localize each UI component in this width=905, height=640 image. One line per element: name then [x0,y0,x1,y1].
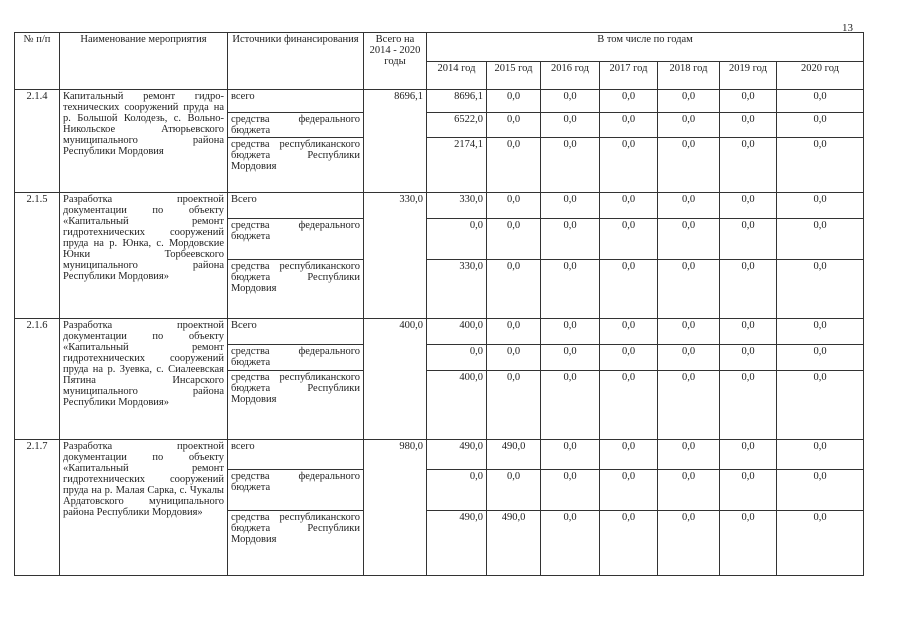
financing-table [14,32,864,576]
header-year: 2017 год [600,61,658,90]
year-value: 0,0 [541,113,600,138]
year-value: 0,0 [720,345,777,371]
year-value: 0,0 [777,345,864,371]
header-year: 2015 год [487,61,541,90]
year-value: 0,0 [720,440,777,470]
year-value: 0,0 [487,345,541,371]
funding-source: Всего [228,319,364,345]
year-value: 0,0 [541,319,600,345]
item-name: Разработка проектной документации по объекту «Капитальный ремонт гидротехнических сооружений пруда на р. Юнка, с. Мордовские Юнки Торбеевского муниципального района Республики Мордовия» [60,193,228,319]
year-value: 0,0 [600,219,658,260]
header-year: 2020 год [777,61,864,90]
year-value: 0,0 [777,440,864,470]
year-value: 490,0 [427,511,487,576]
year-value: 0,0 [541,371,600,440]
year-value: 0,0 [777,319,864,345]
year-value: 0,0 [777,219,864,260]
year-value: 0,0 [600,113,658,138]
year-value: 0,0 [600,90,658,113]
year-value: 0,0 [541,193,600,219]
year-value: 0,0 [658,440,720,470]
year-value: 0,0 [541,470,600,511]
year-value: 0,0 [427,219,487,260]
item-number: 2.1.7 [15,440,60,576]
header-years-group: В том числе по годам [427,33,864,62]
year-value: 0,0 [720,371,777,440]
table-row [15,440,864,470]
item-total: 400,0 [364,319,427,440]
year-value: 0,0 [541,138,600,193]
year-value: 0,0 [658,260,720,319]
year-value: 0,0 [777,193,864,219]
item-number: 2.1.5 [15,193,60,319]
year-value: 0,0 [487,138,541,193]
year-value: 0,0 [777,260,864,319]
year-value: 0,0 [720,138,777,193]
item-name: Разработка проектной документации по объекту «Капитальный ремонт гидротехнических сооружений пруда на р. Зуевка, с. Сиалеевская Пятина Инсарского муниципального района Республики Мордовия» [60,319,228,440]
header-name: Наименование мероприятия [60,33,228,90]
year-value: 0,0 [541,260,600,319]
item-number: 2.1.4 [15,90,60,193]
header-num: № п/п [15,33,60,90]
year-value: 0,0 [487,90,541,113]
header-row [15,33,864,62]
year-value: 6522,0 [427,113,487,138]
funding-source: средства республиканского бюджета Республики Мордовия [228,511,364,576]
year-value: 0,0 [600,319,658,345]
year-value: 0,0 [658,113,720,138]
year-value: 0,0 [658,138,720,193]
funding-source: средства федерального бюджета [228,113,364,138]
year-value: 330,0 [427,260,487,319]
funding-source: Всего [228,193,364,219]
year-value: 0,0 [777,138,864,193]
table-row [15,319,864,345]
year-value: 0,0 [658,193,720,219]
year-value: 0,0 [541,440,600,470]
year-value: 400,0 [427,319,487,345]
year-value: 0,0 [600,470,658,511]
year-value: 0,0 [427,345,487,371]
year-value: 0,0 [720,219,777,260]
year-value: 0,0 [487,260,541,319]
funding-source: всего [228,90,364,113]
year-value: 0,0 [541,511,600,576]
year-value: 0,0 [600,511,658,576]
funding-source: средства федерального бюджета [228,470,364,511]
year-value: 0,0 [658,319,720,345]
year-value: 0,0 [658,90,720,113]
year-value: 0,0 [777,511,864,576]
year-value: 0,0 [720,193,777,219]
header-year: 2019 год [720,61,777,90]
year-value: 0,0 [600,371,658,440]
table-row [15,90,864,113]
year-value: 2174,1 [427,138,487,193]
year-value: 0,0 [720,113,777,138]
year-value: 0,0 [541,90,600,113]
table-body [15,33,864,576]
year-value: 0,0 [720,260,777,319]
year-value: 0,0 [777,90,864,113]
year-value: 0,0 [777,113,864,138]
year-value: 0,0 [541,345,600,371]
year-value: 0,0 [487,470,541,511]
table-row [15,193,864,219]
year-value: 0,0 [720,511,777,576]
year-value: 0,0 [487,219,541,260]
header-year: 2018 год [658,61,720,90]
year-value: 0,0 [541,219,600,260]
year-value: 0,0 [658,345,720,371]
year-value: 490,0 [487,440,541,470]
year-value: 0,0 [720,90,777,113]
year-value: 0,0 [658,371,720,440]
item-total: 330,0 [364,193,427,319]
year-value: 0,0 [487,193,541,219]
year-value: 0,0 [600,193,658,219]
year-value: 0,0 [777,470,864,511]
year-value: 0,0 [600,138,658,193]
year-value: 0,0 [658,511,720,576]
year-value: 0,0 [658,470,720,511]
item-total: 8696,1 [364,90,427,193]
funding-source: средства республиканского бюджета Республики Мордовия [228,138,364,193]
item-total: 980,0 [364,440,427,576]
item-name: Разработка проектной документации по объекту «Капитальный ремонт гидротехнических сооружений пруда на р. Малая Сарка, с. Чукалы Ардатовского муниципального района Республики Мордовия» [60,440,228,576]
year-value: 0,0 [720,319,777,345]
funding-source: средства федерального бюджета [228,219,364,260]
year-value: 0,0 [487,319,541,345]
year-value: 490,0 [487,511,541,576]
header-year: 2016 год [541,61,600,90]
funding-source: средства республиканского бюджета Республики Мордовия [228,371,364,440]
funding-source: средства федерального бюджета [228,345,364,371]
year-value: 0,0 [658,219,720,260]
year-value: 490,0 [427,440,487,470]
funding-source: средства республиканского бюджета Республики Мордовия [228,260,364,319]
year-value: 0,0 [600,345,658,371]
year-value: 0,0 [427,470,487,511]
year-value: 0,0 [600,260,658,319]
funding-source: всего [228,440,364,470]
item-name: Капитальный ремонт гидро-технических сооружений пруда на р. Большой Колодезь, с. Вольно-Никольское Атюрьевского муниципального района Республики Мордовия [60,90,228,193]
header-total: Всего на 2014 - 2020 годы [364,33,427,90]
header-year: 2014 год [427,61,487,90]
year-value: 400,0 [427,371,487,440]
year-value: 0,0 [487,113,541,138]
year-value: 330,0 [427,193,487,219]
year-value: 0,0 [777,371,864,440]
item-number: 2.1.6 [15,319,60,440]
year-value: 8696,1 [427,90,487,113]
year-value: 0,0 [487,371,541,440]
year-value: 0,0 [600,440,658,470]
page-number: 13 [842,22,853,34]
header-source: Источники финансирования [228,33,364,90]
year-value: 0,0 [720,470,777,511]
